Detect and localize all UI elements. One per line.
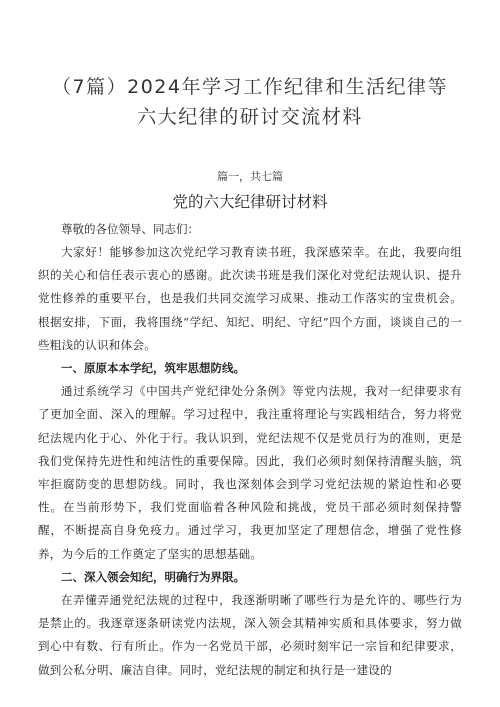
heading-know-discipline: 二、深入领会知纪，明确行为界限。 [61,569,245,584]
paragraph-learn-discipline: 通过系统学习《中国共产党纪律处分条例》等党内法规，我对一纪律要求有了更加全面、深入的理解。学习过程中，我注重将理论与实践相结合，努力将党纪法规内化于心、外化于行。我认识到，党纪法规不仅是党员行为的准则，更是我们党保持先进性和纯洁性的重要保障。因此，我们必须时刻保持清醒头脑，筑牢拒腐防变的思想防线。同时，我也深刻体会到学习党纪法规的紧迫性和必要性。在当前形势下，我们党面临着各种风险和挑战，党员干部必须时刻保持警醒，不断提高自身免疫力。通过学习，我更加坚定了理想信念，增强了党性修养，为今后的工作奠定了坚实的思想基础。 [38,384,462,561]
paragraph-know-discipline: 在弄懂弄通党纪法规的过程中，我逐渐明晰了哪些行为是允许的、哪些行为是禁止的。我逐章逐条研读党内法规，深入领会其精神实质和具体要求，努力做到心中有数、行有所止。作为一名党员干部，必须时刻牢记一宗旨和纪律要求，做到公私分明、廉洁自律。同时，党纪法规的制定和执行是一建设的 [38,593,462,677]
part-label: 篇一，共七篇 [217,170,283,183]
section-title: 党的六大纪律研讨材料 [172,193,328,211]
paragraph-intro: 大家好！能够参加这次党纪学习教育读书班，我深感荣幸。在此，我要向组织的关心和信任表示衷心的感谢。此次读书班是我们深化对党纪法规认识、提升党性修养的重要平台，也是我们共同交流学习成果、推动工作落实的宝贵机会。根据安排，下面，我将围绕“学纪、知纪、明纪、守纪”四个方面，谈谈自己的一些粗浅的认识和体会。 [38,245,462,352]
document-title: （7篇）2024年学习工作纪律和生活纪律等六大纪律的研讨交流材料 [52,76,448,128]
salutation: 尊敬的各位领导、同志们： [61,222,199,236]
heading-learn-discipline: 一、原原本本学纪，筑牢思想防线。 [61,361,245,376]
